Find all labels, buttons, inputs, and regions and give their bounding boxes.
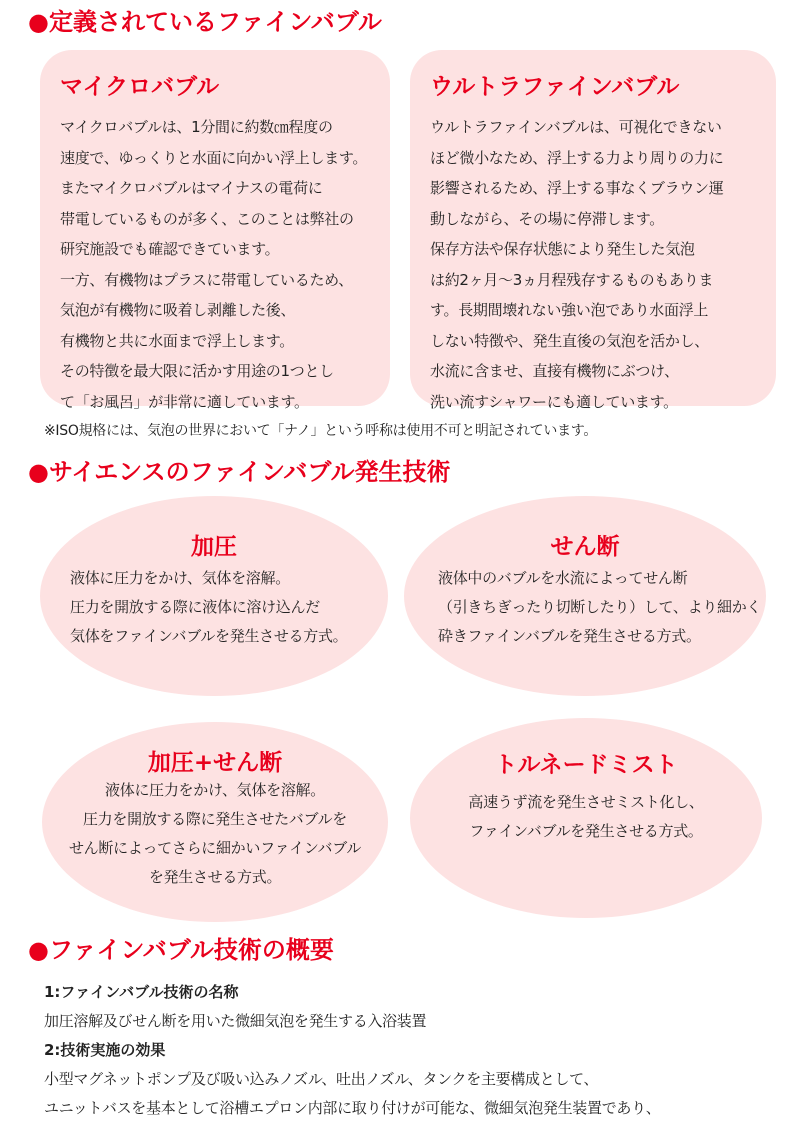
ultra-fine-bubble-body <box>430 112 723 417</box>
pressure-shear-title: 加圧+せん断 <box>147 750 283 776</box>
iso-note: ※ISO規格には、気泡の世界において「ナノ」という呼称は使用不可と明記されています。 <box>44 423 598 439</box>
pressure-shear-body <box>42 776 388 892</box>
pressure-line: 圧力を開放する際に液体に溶け込んだ <box>70 598 320 616</box>
micro-bubble-body <box>60 112 367 417</box>
micro-line: 一方、有機物はプラスに帯電しているため、 <box>60 270 353 289</box>
overview-item1-label: 1:ファインバブル技術の名称 <box>44 983 239 1001</box>
pressure-title: 加圧 <box>191 534 237 560</box>
pressure-body <box>70 564 347 651</box>
ultra-fine-bubble-title: ウルトラファインバブル <box>430 74 680 100</box>
ultra-line: 動しながら、その場に停滞します。 <box>430 209 665 228</box>
micro-line: 有機物と共に水面まで浮上します。 <box>60 331 295 350</box>
pressure-line: 気体をファインバブルを発生させる方式。 <box>70 627 348 645</box>
ultra-line: 水流に含ませ、直接有機物にぶつけ、 <box>430 362 679 380</box>
shear-line: （引きちぎったり切断したり）して、より細かく <box>438 598 762 616</box>
pressure-ellipse <box>40 496 388 696</box>
shear-line: 液体中のバブルを水流によってせん断 <box>438 569 688 587</box>
overview-item1-text: 加圧溶解及びせん断を用いた微細気泡を発生する入浴装置 <box>44 1012 427 1030</box>
micro-line: マイクロバブルは、1分間に約数㎝程度の <box>60 118 333 136</box>
ultra-line: は約2ヶ月～3ヵ月程残存するものもありま <box>430 270 714 289</box>
pressure-shear-line: を発生させる方式。 <box>148 868 282 886</box>
micro-bubble-title: マイクロバブル <box>60 74 220 100</box>
tornado-mist-body <box>410 788 762 846</box>
micro-line: またマイクロバブルはマイナスの電荷に <box>60 179 323 197</box>
overview-item2-label: 2:技術実施の効果 <box>44 1041 166 1059</box>
ultra-fine-bubble-card <box>410 50 776 411</box>
micro-line: て「お風呂」が非常に適しています。 <box>60 392 309 411</box>
micro-line: 研究施設でも確認できています。 <box>60 240 280 258</box>
shear-body <box>438 564 761 651</box>
micro-line: その特徴を最大限に活かす用途の1つとし <box>60 362 334 380</box>
tornado-mist-line: 高速うず流を発生させミスト化し、 <box>468 793 704 811</box>
overview-item2-line: 小型マグネットポンプ及び吸い込みノズル、吐出ノズル、タンクを主要構成として、 <box>44 1070 599 1088</box>
micro-line: 帯電しているものが多く、このことは弊社の <box>60 209 354 228</box>
pressure-shear-line: 圧力を開放する際に発生させたバブルを <box>82 810 347 828</box>
micro-line: 気泡が有機物に吸着し剥離した後、 <box>60 301 296 319</box>
pressure-line: 液体に圧力をかけ、気体を溶解。 <box>70 569 290 587</box>
ultra-line: 影響されるため、浮上する事なくブラウン運 <box>430 179 724 197</box>
tornado-mist-title: トルネードミスト <box>494 752 678 778</box>
micro-line: 速度で、ゆっくりと水面に向かい浮上します。 <box>60 148 368 167</box>
ultra-line: ウルトラファインバブルは、可視化できない <box>430 118 722 136</box>
section-heading-overview: ●ファインバブル技術の概要 <box>28 936 334 964</box>
section-heading-defined-fine-bubbles: ●定義されているファインバブル <box>28 8 382 36</box>
ultra-line: 洗い流すシャワーにも適しています。 <box>430 392 678 411</box>
ultra-line: しない特徴や、発生直後の気泡を活かし、 <box>430 331 710 350</box>
overview-block <box>44 978 784 1123</box>
shear-line: 砕きファインバブルを発生させる方式。 <box>438 627 701 645</box>
shear-title: せん断 <box>550 534 620 560</box>
ultra-line: 保存方法や保存状態により発生した気泡 <box>430 240 695 258</box>
pressure-shear-ellipse <box>42 722 388 922</box>
ultra-line: す。長期間壊れない強い泡であり水面浮上 <box>430 301 709 319</box>
micro-bubble-card <box>40 50 390 411</box>
section-heading-generation-tech: ●サイエンスのファインバブル発生技術 <box>28 458 451 486</box>
pressure-shear-line: 液体に圧力をかけ、気体を溶解。 <box>105 781 325 799</box>
pressure-shear-line: せん断によってさらに細かいファインバブル <box>68 839 362 857</box>
tornado-mist-line: ファインバブルを発生させる方式。 <box>469 822 703 840</box>
ultra-line: ほど微小なため、浮上する力より周りの力に <box>430 148 724 167</box>
tornado-mist-ellipse <box>410 718 762 918</box>
shear-ellipse <box>404 496 766 696</box>
overview-item2-line: ユニットバスを基本として浴槽エプロン内部に取り付けが可能な、微細気泡発生装置であり、 <box>44 1099 661 1117</box>
